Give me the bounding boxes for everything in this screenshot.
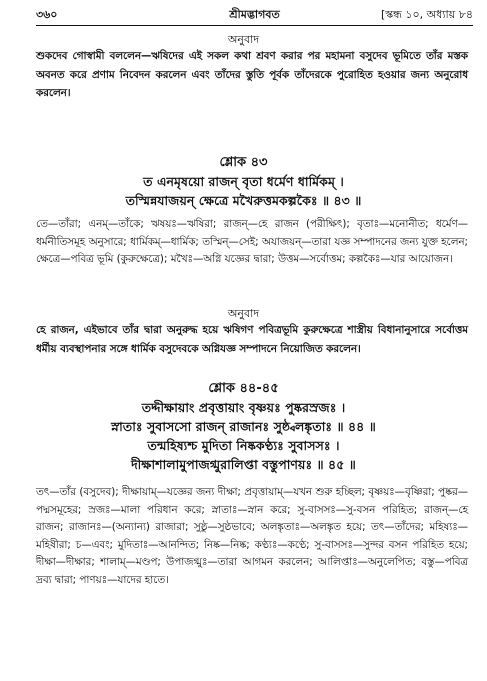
verse-line: তন্মহিষ্যশ্চ মুদিতা নিষ্ককণ্ঠ্যঃ সুবাসসঃ ।: [147, 438, 340, 453]
page-header: [36, 6, 473, 24]
chapter-reference: [স্কন্ধ ১০, অধ্যায় ৮৪: [380, 8, 473, 21]
verse-label: শ্লোক ৪৩: [219, 155, 268, 170]
page-number: ৩৬০: [36, 8, 58, 21]
translation-text: হে রাজন, এইভাবে তাঁর দ্বারা অনুরুদ্ধ হয়ে ঋষিগণ পবিত্রভূমি কুরুক্ষেত্রে শাস্ত্রীয় বিধানানুসারে সর্বোত্তম ধর্মীয় ব্যবস্থাপনার সঙ্গে ধার্মিক বসুদেবকে অগ্নিযজ্ঞ সম্পাদনে নিয়োজিত করলেন।: [36, 324, 468, 355]
anubad-heading: অনুবাদ: [227, 33, 260, 46]
synonyms-text: তৎ—তাঁর (বসুদেব); দীক্ষায়াম্—যজ্ঞের জন্য দীক্ষা; প্রবৃত্তায়াম্—যখন শুরু হচ্ছিল; বৃষ্ণয়ঃ—বৃষ্ণিরা; পুষ্কর—পদ্মসমূহের; স্রজঃ—মালা পরিধান করে; স্নাতাঃ—স্নান করে; সু-বাসসঃ—সু-বসন পরিহিত; রাজন্—হে রাজন; রাজানঃ—(অন্যান্য) রাজারা; সুষ্ঠু—সুষ্ঠভাবে; অলঙ্কৃতাঃ—অলঙ্কৃত হয়ে; তৎ—তাঁদের; মহিষ্যঃ—মহিষীরা; চ—এবং; মুদিতাঃ—আনন্দিত; নিষ্ক—নিষ্ক; কণ্ঠ্যঃ—কণ্ঠে; সু-বাসসঃ—সুন্দর বসন পরিহিত হয়ে; দীক্ষা—দীক্ষার; শালাম্—মণ্ডপ; উপাজগ্মুঃ—তারা আগমন করলেন; আলিপ্তাঃ—অনুলেপিত; বস্তু—পবিত্র দ্রব্য দ্বারা; পাণয়ঃ—যাদের হাতে।: [36, 486, 468, 586]
synonyms-text: তে—তাঁরা; এনম্—তাঁকে; ঋষয়ঃ—ঋষিরা; রাজন্—হে রাজন (পরীক্ষিৎ); বৃতাঃ—মনোনীত; ধর্মেণ—ধর্মনীতিসমূহ অনুসারে; ধার্মিকম্—ধার্মিক; তস্মিন্—সেই; অযাজয়ন্—তারা যজ্ঞ সম্পাদনের জন্য যুক্ত হলেন; ক্ষেত্রে—পবিত্র ভূমি (কুরুক্ষেত্রে); মখৈঃ—অগ্নি যজ্ঞের দ্বারা; উত্তম—সর্বোত্তম; কল্পকৈঃ—যার আয়োজন।: [36, 218, 468, 265]
verse-line: দীক্ষাশালামুপাজগ্মুরালিপ্তা বস্তুপাণয়ঃ ॥ ৪৫ ॥: [131, 457, 356, 472]
verse-line: স্নাতাঃ সুবাসসো রাজন্ রাজানঃ সুষ্ঠ্বলঙ্কৃতাঃ ॥ ৪৪ ॥: [111, 419, 376, 434]
verse-line: তস্মিন্নযাজয়ন্ ক্ষেত্রে মখৈরুত্তমকল্পকৈঃ ॥ ৪৩ ॥: [125, 193, 362, 208]
anubad-heading: অনুবাদ: [227, 307, 260, 320]
verse-label: শ্লোক ৪৪-৪৫: [208, 381, 279, 396]
verse-text: [0, 398, 487, 474]
header-rule: [36, 25, 473, 26]
verse-text: [0, 172, 487, 210]
translation-text: শুকদেব গোস্বামী বললেন—ঋষিদের এই সকল কথা শ্রবণ করার পর মহামনা বসুদেব ভূমিতে তাঁর মস্তক অবনত করে প্রণাম নিবেদন করলেন এবং তাঁদের স্তুতি পূর্বক তাঁদেরকে পুরোহিত হওয়ার জন্য অনুরোধ করলেন।: [36, 50, 468, 99]
book-title: শ্রীমদ্ভাগবত: [229, 8, 280, 21]
verse-line: ত এনমৃষয়ো রাজন্ বৃতা ধর্মেণ ধার্মিকম্ ।: [143, 174, 344, 189]
verse-line: তদ্দীক্ষায়াং প্রবৃত্তায়াং বৃষ্ণয়ঃ পুষ্করস্রজঃ ।: [141, 400, 346, 415]
